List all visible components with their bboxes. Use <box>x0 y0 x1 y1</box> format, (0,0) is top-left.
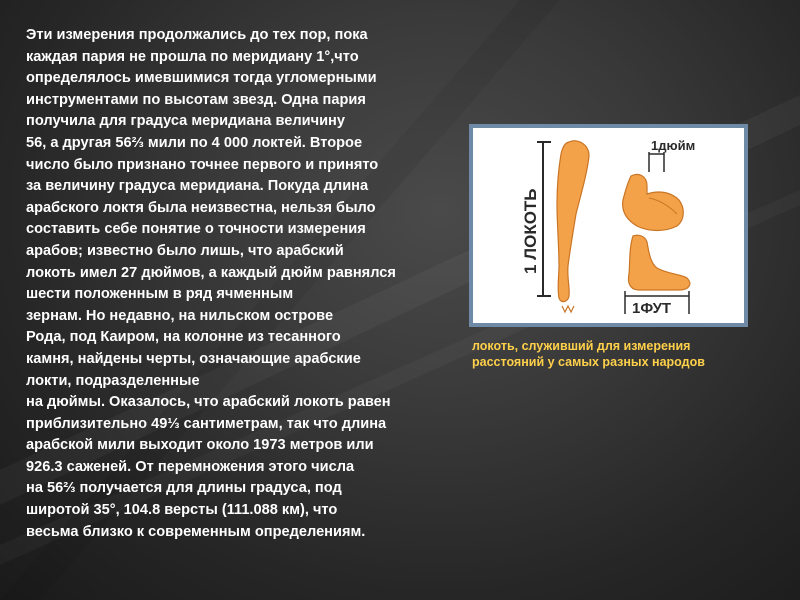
label-elbow: 1 ЛОКОТЬ <box>521 188 540 274</box>
thumb-drawing <box>623 174 684 230</box>
illustration-frame <box>469 124 748 327</box>
arm-drawing <box>557 141 589 302</box>
label-inch: 1дюйм <box>651 138 696 153</box>
main-paragraph: Эти измерения продолжались до тех пор, пока каждая пария не прошла по меридиану 1°,что определялось имевшимися тогда угломерными инструментами по высотам звезд. Одна пария получила для градуса меридиана величину 56, а другая 56⅔ мили по 4 000 локтей. Второе число было признано точнее первого и принято за величину градуса меридиана. Покуда длина арабского локтя была неизвестна, нельзя было составить себе понятие о точности измерения арабов; известно было лишь, что арабский локоть имел 27 дюймов, а каждый дюйм равнялся шести положенным в ряд ячменным зернам. Но недавно, на нильском острове Рода, под Каиром, на колонне из тесанного камня, найдены черты, означающие арабские локти, подразделенные на дюймы. Оказалось, что арабский локоть равен приблизительно 49⅓ сантиметрам, так что длина арабской мили выходит около 1973 метров или 926.3 саженей. От перемножения этого числа на 56⅔ получается для длины градуса, под широтой 35°, 104.8 версты (111.088 км), что весьма близко к современным определениям. <box>26 27 396 540</box>
foot-drawing <box>628 235 689 290</box>
illustration <box>473 128 744 323</box>
body-measures-illustration <box>473 128 744 323</box>
illustration-caption: локоть, служивший для измерения расстояний у самых разных народов <box>472 339 705 369</box>
label-foot: 1ФУТ <box>632 300 672 317</box>
